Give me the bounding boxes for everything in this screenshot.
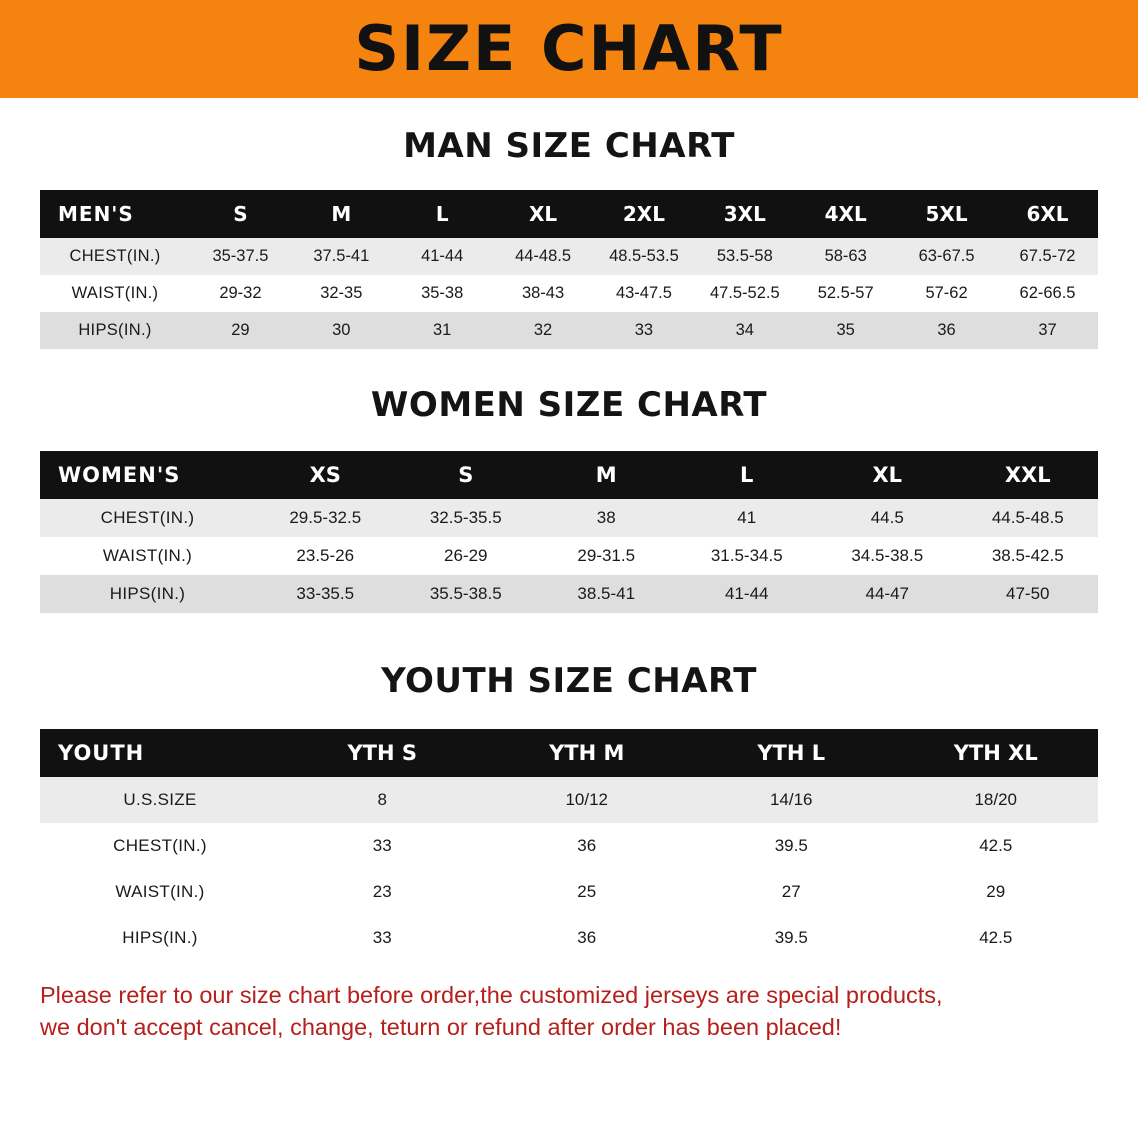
table-cell: 29	[894, 869, 1099, 915]
table-cell: 62-66.5	[997, 275, 1098, 312]
table-cell: 23.5-26	[255, 537, 396, 575]
table-cell: 43-47.5	[594, 275, 695, 312]
policy-note-line-1: Please refer to our size chart before order,the customized jerseys are special products,	[40, 982, 943, 1008]
table-cell: 44.5-48.5	[958, 499, 1099, 537]
women-header-cell: L	[740, 463, 754, 487]
youth-header-cell: YTH M	[549, 741, 625, 765]
man-header-cell: S	[233, 202, 248, 226]
table-cell: 42.5	[894, 823, 1099, 869]
table-row	[40, 537, 1098, 575]
table-row	[40, 312, 1098, 349]
table-row	[40, 777, 1098, 823]
row-label: HIPS(IN.)	[40, 312, 190, 349]
table-cell: 33	[280, 915, 485, 961]
table-cell: 41-44	[392, 238, 493, 275]
table-cell: 29-31.5	[536, 537, 677, 575]
table-cell: 47.5-52.5	[694, 275, 795, 312]
table-cell: 31.5-34.5	[677, 537, 818, 575]
youth-table-wrap	[0, 729, 1138, 961]
youth-size-table	[40, 729, 1098, 961]
table-cell: 33	[594, 312, 695, 349]
man-size-table	[40, 190, 1098, 349]
women-header-cell: XXL	[1004, 463, 1051, 487]
youth-section-title: YOUTH SIZE CHART	[381, 661, 757, 701]
table-cell: 37	[997, 312, 1098, 349]
page-title: SIZE CHART	[354, 12, 784, 85]
table-cell: 53.5-58	[694, 238, 795, 275]
table-cell: 58-63	[795, 238, 896, 275]
table-cell: 26-29	[396, 537, 537, 575]
table-cell: 32.5-35.5	[396, 499, 537, 537]
table-cell: 29	[190, 312, 291, 349]
row-label: HIPS(IN.)	[40, 575, 255, 613]
table-cell: 35-38	[392, 275, 493, 312]
row-label: CHEST(IN.)	[40, 823, 280, 869]
row-label: CHEST(IN.)	[40, 499, 255, 537]
women-section-title: WOMEN SIZE CHART	[370, 385, 768, 425]
table-cell: 29.5-32.5	[255, 499, 396, 537]
policy-note	[0, 961, 1138, 1044]
table-cell: 35-37.5	[190, 238, 291, 275]
man-header-cell: M	[331, 202, 352, 226]
women-header-cell: XL	[872, 463, 903, 487]
man-header-cell: 6XL	[1026, 202, 1069, 226]
table-cell: 47-50	[958, 575, 1099, 613]
row-label: WAIST(IN.)	[40, 275, 190, 312]
table-cell: 35	[795, 312, 896, 349]
table-row	[40, 823, 1098, 869]
women-table-header-row	[40, 451, 1098, 499]
table-cell: 36	[485, 823, 690, 869]
women-header-cell: M	[595, 463, 617, 487]
table-row	[40, 915, 1098, 961]
table-cell: 36	[896, 312, 997, 349]
women-table-wrap	[0, 451, 1138, 613]
row-label: WAIST(IN.)	[40, 869, 280, 915]
table-cell: 42.5	[894, 915, 1099, 961]
table-cell: 35.5-38.5	[396, 575, 537, 613]
man-header-cell: 2XL	[622, 202, 665, 226]
table-cell: 57-62	[896, 275, 997, 312]
man-table-header-row	[40, 190, 1098, 238]
women-header-cell: WOMEN'S	[58, 463, 181, 487]
table-cell: 32-35	[291, 275, 392, 312]
table-cell: 27	[689, 869, 894, 915]
women-header-cell: XS	[309, 463, 341, 487]
table-cell: 67.5-72	[997, 238, 1098, 275]
table-cell: 14/16	[689, 777, 894, 823]
man-header-cell: XL	[528, 202, 558, 226]
policy-note-line-2: we don't accept cancel, change, teturn or refund after order has been placed!	[40, 1014, 842, 1041]
table-cell: 8	[280, 777, 485, 823]
youth-table-header-row	[40, 729, 1098, 777]
table-cell: 10/12	[485, 777, 690, 823]
table-cell: 30	[291, 312, 392, 349]
table-cell: 32	[493, 312, 594, 349]
table-row	[40, 499, 1098, 537]
table-cell: 38-43	[493, 275, 594, 312]
table-cell: 34	[694, 312, 795, 349]
row-label: HIPS(IN.)	[40, 915, 280, 961]
youth-header-cell: YOUTH	[58, 741, 145, 765]
table-row	[40, 869, 1098, 915]
table-cell: 48.5-53.5	[594, 238, 695, 275]
table-cell: 39.5	[689, 823, 894, 869]
table-cell: 18/20	[894, 777, 1099, 823]
table-cell: 37.5-41	[291, 238, 392, 275]
youth-header-cell: YTH XL	[953, 741, 1038, 765]
youth-header-cell: YTH S	[347, 741, 418, 765]
man-header-cell: 4XL	[824, 202, 867, 226]
table-cell: 44-47	[817, 575, 958, 613]
women-size-table	[40, 451, 1098, 613]
table-cell: 33-35.5	[255, 575, 396, 613]
table-cell: 39.5	[689, 915, 894, 961]
table-cell: 52.5-57	[795, 275, 896, 312]
table-cell: 29-32	[190, 275, 291, 312]
man-table-wrap	[0, 190, 1138, 349]
row-label: CHEST(IN.)	[40, 238, 190, 275]
table-cell: 34.5-38.5	[817, 537, 958, 575]
table-cell: 41	[677, 499, 818, 537]
man-section-title: MAN SIZE CHART	[403, 126, 735, 166]
table-cell: 44.5	[817, 499, 958, 537]
table-cell: 33	[280, 823, 485, 869]
row-label: WAIST(IN.)	[40, 537, 255, 575]
table-cell: 63-67.5	[896, 238, 997, 275]
table-row	[40, 575, 1098, 613]
man-header-cell: MEN'S	[58, 202, 134, 226]
table-row	[40, 275, 1098, 312]
page-banner	[0, 0, 1138, 98]
table-cell: 44-48.5	[493, 238, 594, 275]
table-cell: 25	[485, 869, 690, 915]
table-cell: 38.5-41	[536, 575, 677, 613]
table-cell: 38	[536, 499, 677, 537]
youth-header-cell: YTH L	[757, 741, 826, 765]
table-cell: 36	[485, 915, 690, 961]
women-header-cell: S	[458, 463, 474, 487]
man-header-cell: L	[435, 202, 449, 226]
table-row	[40, 238, 1098, 275]
row-label: U.S.SIZE	[40, 777, 280, 823]
man-header-cell: 3XL	[723, 202, 766, 226]
table-cell: 31	[392, 312, 493, 349]
table-cell: 38.5-42.5	[958, 537, 1099, 575]
table-cell: 23	[280, 869, 485, 915]
table-cell: 41-44	[677, 575, 818, 613]
man-header-cell: 5XL	[925, 202, 968, 226]
